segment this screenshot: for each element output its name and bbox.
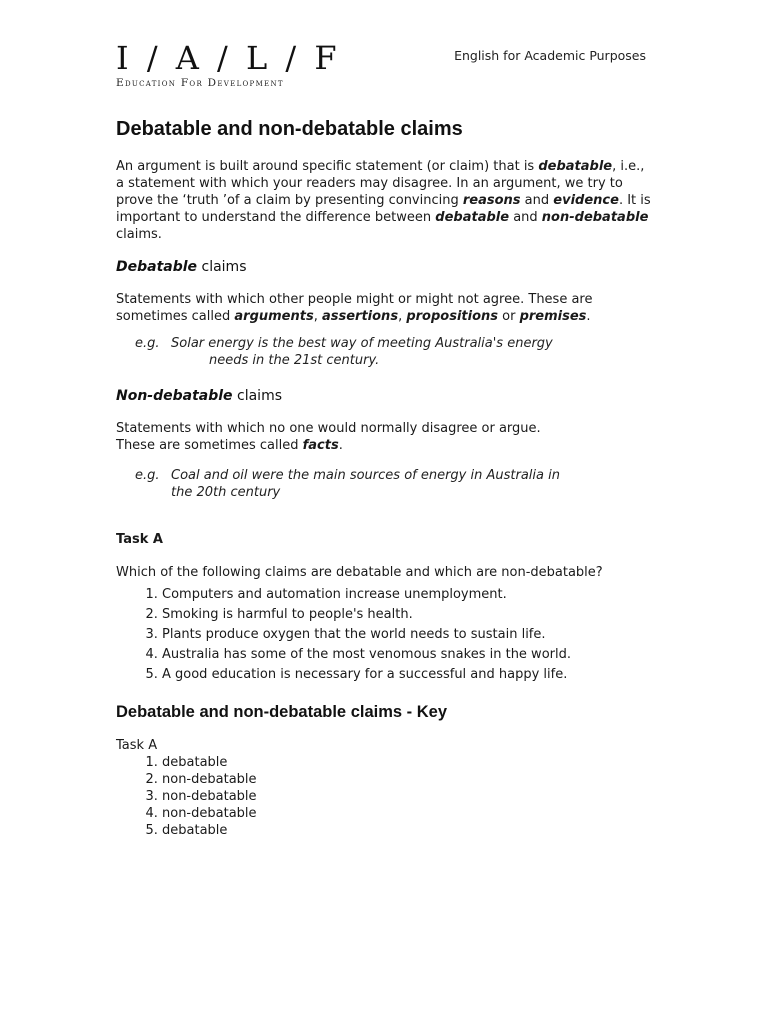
intro-text: and xyxy=(520,193,554,208)
definition-text: or xyxy=(498,309,520,324)
nondebatable-example xyxy=(116,467,656,501)
definition-text: Statements with which other people might or might not agree. These are sometimes called xyxy=(116,292,593,324)
intro-text: . It is important to understand the difference between xyxy=(116,193,651,225)
definition-text: These are sometimes called xyxy=(116,438,303,453)
example-line: the 20th century xyxy=(171,485,281,500)
debatable-heading xyxy=(116,259,656,275)
task-list xyxy=(116,585,656,685)
example-line: Solar energy is the best way of meeting Australia's energy xyxy=(171,336,553,351)
list-item: 2. non-debatable xyxy=(162,771,656,788)
heading-text: claims xyxy=(232,388,282,404)
logo-mark: I / A / L / F xyxy=(116,39,341,77)
answer-list xyxy=(116,754,656,839)
ialf-logo xyxy=(116,40,341,89)
example-line: needs in the 21st century. xyxy=(209,353,380,368)
example-prefix: e.g. xyxy=(135,468,160,483)
definition-emphasis: propositions xyxy=(406,309,499,324)
debatable-example xyxy=(116,335,656,369)
list-item: 5. debatable xyxy=(162,822,656,839)
list-item: 4. non-debatable xyxy=(162,805,656,822)
intro-text: and xyxy=(509,210,542,225)
intro-paragraph xyxy=(116,158,656,243)
example-prefix: e.g. xyxy=(135,336,160,351)
intro-text: claims. xyxy=(116,227,162,242)
list-item: 3. non-debatable xyxy=(162,788,656,805)
intro-emphasis: debatable xyxy=(538,159,613,174)
list-item: 1. debatable xyxy=(162,754,656,771)
task-heading: Task A xyxy=(116,532,163,547)
definition-emphasis: facts xyxy=(302,438,339,453)
intro-text: , i.e., a statement with which your readers may disagree. In an argument, we try to prove the ‘truth ’of a claim by presenting convincing xyxy=(116,159,645,208)
nondebatable-heading xyxy=(116,388,656,404)
intro-emphasis: reasons xyxy=(462,193,521,208)
list-item: 5. A good education is necessary for a successful and happy life. xyxy=(162,665,656,685)
logo-subtitle: Education For Development xyxy=(116,77,284,89)
heading-emphasis: Non-debatable xyxy=(116,388,233,404)
answer-key-title: Debatable and non-debatable claims - Key xyxy=(116,703,447,721)
example-line: Coal and oil were the main sources of energy in Australia in xyxy=(171,468,560,483)
intro-emphasis: evidence xyxy=(553,193,619,208)
definition-text: Statements with which no one would normally disagree or argue. xyxy=(116,421,541,436)
intro-emphasis: debatable xyxy=(435,210,510,225)
intro-emphasis: non-debatable xyxy=(541,210,649,225)
debatable-definition xyxy=(116,291,656,325)
definition-text: , xyxy=(398,309,407,324)
definition-text: . xyxy=(586,309,591,324)
course-label: English for Academic Purposes xyxy=(454,48,646,63)
definition-text: , xyxy=(313,309,322,324)
list-item: 4. Australia has some of the most venomous snakes in the world. xyxy=(162,645,656,665)
list-item: 1. Computers and automation increase unemployment. xyxy=(162,585,656,605)
page-title: Debatable and non-debatable claims xyxy=(116,118,463,140)
definition-emphasis: arguments xyxy=(234,309,314,324)
list-item: 3. Plants produce oxygen that the world needs to sustain life. xyxy=(162,625,656,645)
definition-emphasis: assertions xyxy=(321,309,399,324)
key-task-label: Task A xyxy=(116,738,158,753)
intro-text: An argument is built around specific statement (or claim) that is xyxy=(116,159,539,174)
document-body xyxy=(116,118,656,839)
task-question: Which of the following claims are debatable and which are non-debatable? xyxy=(116,565,603,580)
definition-emphasis: premises xyxy=(519,309,587,324)
definition-text: . xyxy=(338,438,343,453)
list-item: 2. Smoking is harmful to people's health. xyxy=(162,605,656,625)
heading-text: claims xyxy=(197,259,247,275)
nondebatable-definition xyxy=(116,420,656,454)
heading-emphasis: Debatable xyxy=(116,259,198,275)
